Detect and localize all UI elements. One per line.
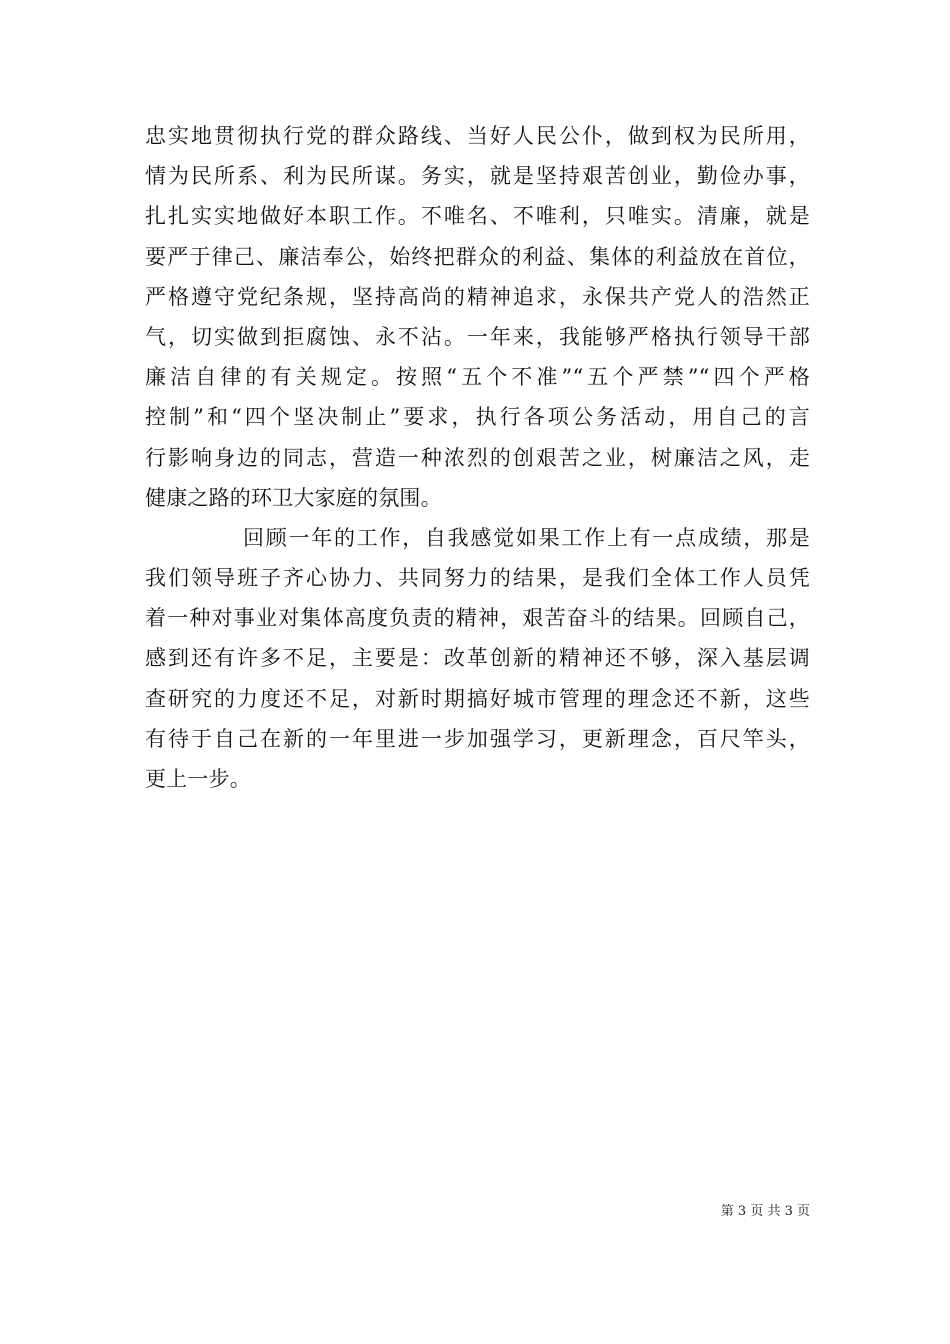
paragraph-1 [145,116,810,518]
text-line: 廉洁自律的有关规定。按照“五个不准”“五个严禁”“四个严格 [145,365,810,390]
text-line: 情为民所系、利为民所谋。务实，就是坚持艰苦创业，勤俭办事， [145,164,810,189]
text-line: 查研究的力度还不足，对新时期搞好城市管理的理念还不新，这些 [145,686,810,711]
text-line: 有待于自己在新的一年里进一步加强学习，更新理念，百尺竿头， [145,726,810,751]
text-line: 忠实地贯彻执行党的群众路线、当好人民公仆，做到权为民所用， [145,124,810,148]
text-line: 严格遵守党纪条规，坚持高尚的精神追求，永保共产党人的浩然正 [145,284,810,309]
text-line: 更上一步。 [145,767,251,791]
text-line: 行影响身边的同志，营造一种浓烈的创艰苦之业，树廉洁之风，走 [145,445,810,470]
text-line: 回顾一年的工作，自我感觉如果工作上有一点成绩，那是 [243,525,810,550]
text-line: 健康之路的环卫大家庭的氛围。 [145,485,442,510]
text-line: 要严于律己、廉洁奉公，始终把群众的利益、集体的利益放在首位， [145,244,810,269]
paragraph-2 [145,518,810,799]
page-number-footer: 第 3 页 共 3 页 [720,1204,810,1219]
text-line: 扎扎实实地做好本职工作。不唯名、不唯利，只唯实。清廉，就是 [145,204,810,229]
text-line: 控制”和“四个坚决制止”要求，执行各项公务活动，用自己的言 [145,405,810,430]
text-line: 气，切实做到拒腐蚀、永不沾。一年来，我能够严格执行领导干部 [145,324,810,349]
text-line: 感到还有许多不足，主要是：改革创新的精神还不够，深入基层调 [145,646,810,671]
text-line: 着一种对事业对集体高度负责的精神，艰苦奋斗的结果。回顾自己， [145,606,810,631]
body-text [145,116,810,799]
text-line: 我们领导班子齐心协力、共同努力的结果，是我们全体工作人员凭 [145,566,810,591]
